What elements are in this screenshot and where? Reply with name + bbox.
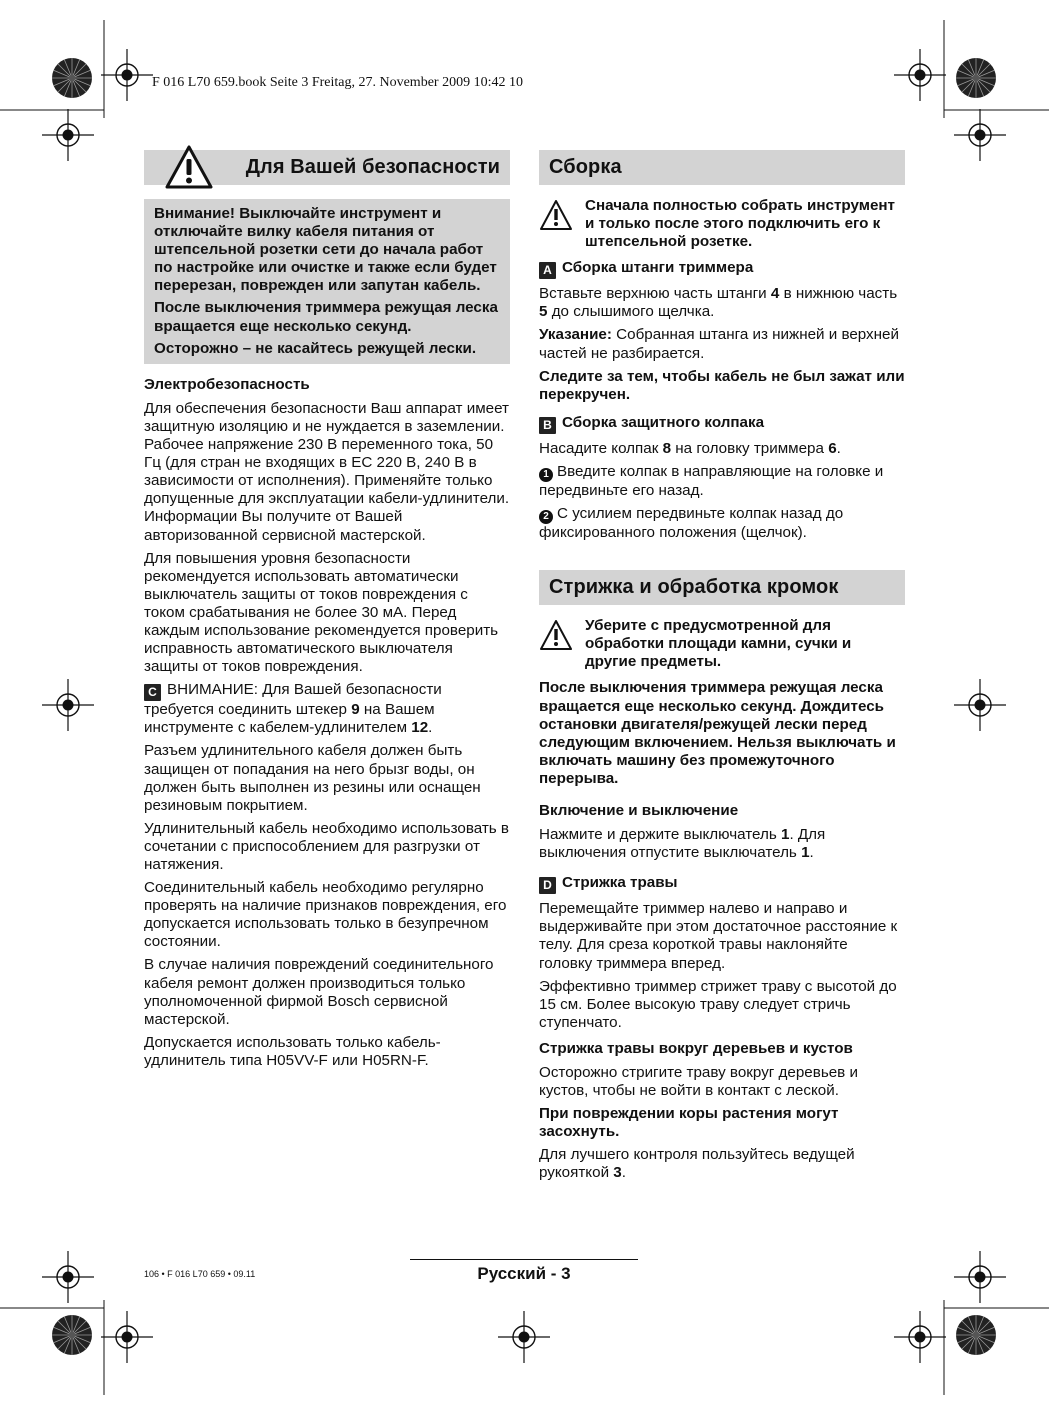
safety-header xyxy=(144,150,510,185)
section-b-title xyxy=(539,414,905,434)
connector-paragraph: Разъем удлинительного кабеля должен быть защищен от попадания на него брызг воды, он должен быть выполнен из резины или оснащен резиновым покрытием. xyxy=(144,742,481,814)
right-column xyxy=(539,150,905,1188)
warning-text-1: Внимание! Выключайте инструмент и отключайте вилку кабеля питания от штепсельной розетки сети до начала работ по настройке или очистке и также если будет перерезан, поврежден или запутан кабель. xyxy=(154,205,497,295)
safety-heading: Для Вашей безопасности xyxy=(245,156,500,178)
section-a-title xyxy=(539,259,905,279)
text-run: . Для выключения отпустите выключатель xyxy=(539,826,826,862)
trimming-header xyxy=(539,570,905,605)
ref-number: 8 xyxy=(662,439,672,457)
attention-text-a: ВНИМАНИЕ: Для Вашей безопасности требуется соединить штекер xyxy=(144,681,442,719)
section-a-title-text: Сборка штанги триммера xyxy=(562,259,754,277)
step-2-badge: 2 xyxy=(539,510,553,524)
attention-paragraph xyxy=(144,681,510,737)
section-a-paragraph xyxy=(539,285,905,321)
figure-tag-a: A xyxy=(539,262,556,279)
footer-page-label: Русский - 3 xyxy=(477,1264,571,1283)
ref-number: 3 xyxy=(613,1164,622,1182)
assembly-heading: Сборка xyxy=(549,156,622,178)
grass-paragraph-1: Перемещайте триммер налево и направо и выдерживайте при этом достаточное расстояние к телу. Для среза короткой травы наклоняйте головку триммера вперед. xyxy=(539,900,898,972)
warning-text-2: После выключения триммера режущая леска вращается еще несколько секунд. xyxy=(154,299,498,335)
ref-number: 9 xyxy=(351,701,360,719)
step-2-text: С усилием передвиньте колпак назад до фиксированного положения (щелчок). xyxy=(539,505,844,542)
text-run: . xyxy=(809,844,814,862)
onoff-paragraph xyxy=(539,826,905,862)
handle-paragraph xyxy=(539,1146,905,1182)
trimming-warning xyxy=(539,617,905,671)
ref-number: 12 xyxy=(411,719,429,737)
step-1-badge: 1 xyxy=(539,468,553,482)
safety-warning-box xyxy=(144,199,510,364)
note-text: Собранная штанга из нижней и верхней частей не разбирается. xyxy=(539,326,899,362)
text-run: на головку триммера xyxy=(675,439,824,457)
warning-triangle-icon xyxy=(164,144,214,190)
section-d-title-text: Стрижка травы xyxy=(562,874,678,892)
grass-paragraph-2: Эффективно триммер стрижет траву с высотой до 15 см. Более высокую траву следует стричь ступенчато. xyxy=(539,977,897,1031)
check-paragraph: Соединительный кабель необходимо регулярно проверять на наличие признаков повреждения, его допускается использовать только в безупречном состоянии. xyxy=(144,879,507,951)
footer-code: 106 • F 016 L70 659 • 09.11 xyxy=(144,1269,256,1279)
step-2 xyxy=(539,505,905,542)
ref-number: 4 xyxy=(770,285,780,303)
warning-triangle-icon xyxy=(539,619,573,651)
rotation-warning: После выключения триммера режущая леска вращается еще несколько секунд. Дождитесь остановки двигателя/режущей лески перед следующим включением. Нельзя выключать и включать машину без промежуточного перерыва. xyxy=(539,679,896,787)
step-1-text: Введите колпак в направляющие на головке и передвиньте его назад. xyxy=(539,462,884,499)
ref-number: 5 xyxy=(539,303,548,321)
electro-paragraph-1: Для обеспечения безопасности Ваш аппарат имеет защитную изоляцию и не нуждается в заземлении. Рабочее напряжение 230 В переменного тока, 50 Гц (для стран не входящих в ЕС 220 В, 240 В в зависимости от исполнения). Применяйте только допущенные для эксплуатации кабели-удлинители. Информации Вы получите от Вашей авторизованной сервисной мастерской. xyxy=(144,399,510,544)
onoff-title: Включение и выключение xyxy=(539,801,739,819)
trimming-heading: Стрижка и обработка кромок xyxy=(549,576,839,599)
print-header: F 016 L70 659.book Seite 3 Freitag, 27. November 2009 10:42 10 xyxy=(152,75,523,90)
attention-text-b: на Вашем инструменте с кабелем-удлинителем xyxy=(144,701,435,737)
text-run: до слышимого щелчка. xyxy=(551,303,715,321)
figure-tag-b: B xyxy=(539,417,556,434)
text-run: Вставьте верхнюю часть штанги xyxy=(539,285,767,303)
trees-paragraph: Осторожно стригите траву вокруг деревьев и кустов, чтобы не войти в контакт с леской. xyxy=(539,1064,858,1100)
extension-paragraph: Удлинительный кабель необходимо использовать в сочетании с приспособлением для разгрузки от натяжения. xyxy=(144,819,509,873)
assembly-warning xyxy=(539,197,905,251)
left-column xyxy=(144,150,510,1075)
warning-text-3: Осторожно – не касайтесь режущей лески. xyxy=(154,339,477,357)
text-run: в нижнюю часть xyxy=(783,285,898,303)
footer-rule xyxy=(410,1259,638,1260)
bark-warning: При повреждении коры растения могут засохнуть. xyxy=(539,1105,839,1141)
section-d-title xyxy=(539,874,905,894)
figure-tag-d: D xyxy=(539,877,556,894)
ref-number: 6 xyxy=(828,439,837,457)
step-1 xyxy=(539,463,905,500)
figure-tag-c: C xyxy=(144,684,161,701)
assembly-warning-text: Сначала полностью собрать инструмент и только после этого подключить его к штепсельной розетке. xyxy=(585,197,896,251)
ref-number: 1 xyxy=(780,826,790,844)
assembly-header xyxy=(539,150,905,185)
ref-number: 1 xyxy=(801,844,810,862)
cable-type-paragraph: Допускается использовать только кабель-удлинитель типа H05VV-F или H05RN-F. xyxy=(144,1033,441,1069)
trees-title: Стрижка травы вокруг деревьев и кустов xyxy=(539,1039,853,1057)
warning-triangle-icon xyxy=(539,199,573,231)
text-run: Нажмите и держите выключатель xyxy=(539,826,777,844)
text-run: Насадите колпак xyxy=(539,439,659,457)
section-b-title-text: Сборка защитного колпака xyxy=(562,413,765,431)
trimming-warning-text: Уберите с предусмотренной для обработки площади камни, сучки и другие предметы. xyxy=(585,617,852,671)
cable-warning: Следите за тем, чтобы кабель не был зажат или перекручен. xyxy=(539,367,905,403)
text-run: Для лучшего контроля пользуйтесь ведущей рукояткой xyxy=(539,1146,855,1182)
note-paragraph xyxy=(539,326,905,362)
note-label: Указание: xyxy=(539,326,612,344)
text-run: . xyxy=(621,1164,626,1182)
section-b-paragraph xyxy=(539,440,905,458)
attention-text-c: . xyxy=(428,719,433,737)
electro-paragraph-2: Для повышения уровня безопасности рекомендуется использовать автоматически выключатель защиты от токов повреждения с током срабатывания не более 30 мА. Перед каждым использование рекомендуется проверить исправность автоматического выключателя защиты от токов повреждения. xyxy=(144,549,499,676)
electro-title: Электробезопасность xyxy=(144,375,310,393)
text-run: . xyxy=(836,439,841,457)
damage-paragraph: В случае наличия повреждений соединительного кабеля ремонт должен производиться только уполномоченной фирмой Bosch сервисной мастерской. xyxy=(144,956,494,1028)
